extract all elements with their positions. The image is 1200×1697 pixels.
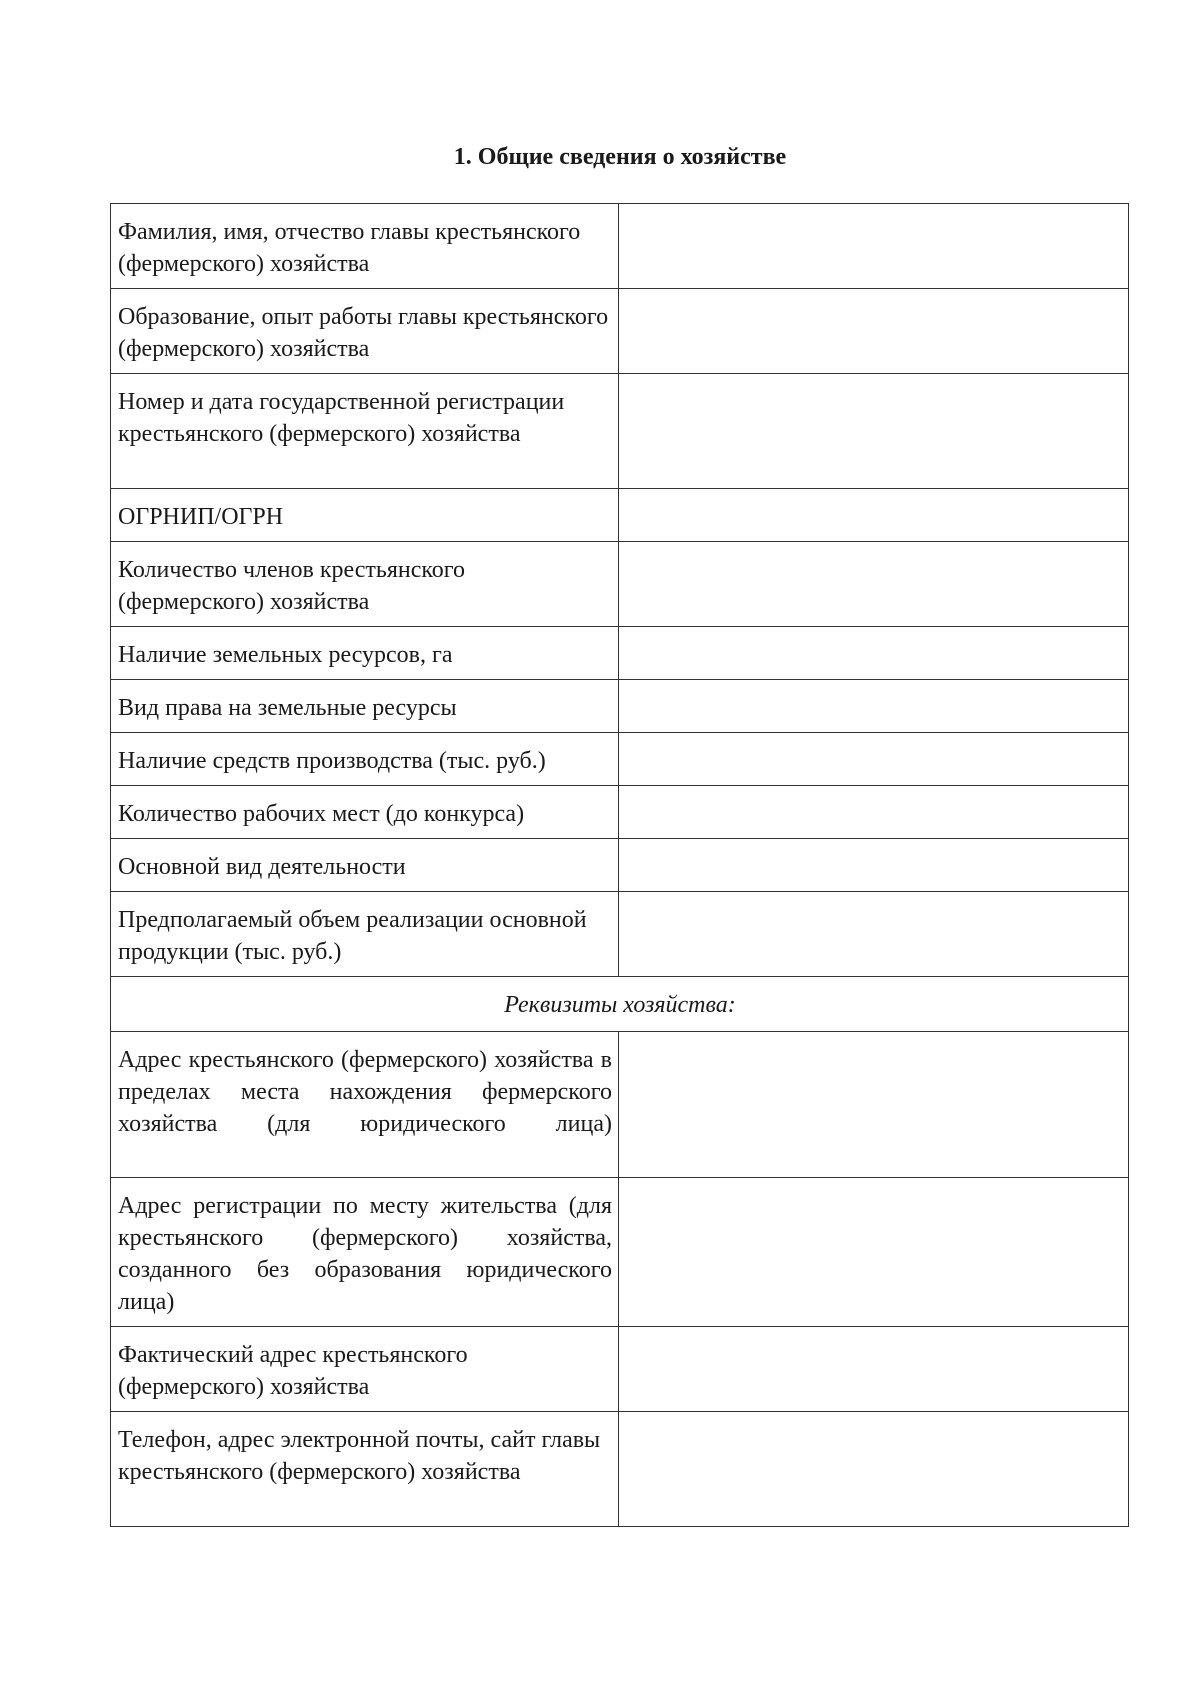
table-row xyxy=(111,786,1129,839)
row-value-land-resources[interactable] xyxy=(619,627,1129,680)
table-row xyxy=(111,892,1129,977)
row-label-contacts: Телефон, адрес электронной почты, сайт главы крестьянского (фермерского) хозяйства xyxy=(111,1412,619,1527)
row-value-registration[interactable] xyxy=(619,374,1129,489)
row-label-members-count: Количество членов крестьянского (фермерского) хозяйства xyxy=(111,542,619,627)
row-label-land-resources: Наличие земельных ресурсов, га xyxy=(111,627,619,680)
row-value-jobs-count[interactable] xyxy=(619,786,1129,839)
row-value-main-activity[interactable] xyxy=(619,839,1129,892)
row-value-education[interactable] xyxy=(619,289,1129,374)
table-row xyxy=(111,542,1129,627)
farm-info-table xyxy=(110,203,1129,1527)
table-row xyxy=(111,289,1129,374)
row-value-contacts[interactable] xyxy=(619,1412,1129,1527)
row-value-actual-address[interactable] xyxy=(619,1327,1129,1412)
section-heading: Реквизиты хозяйства: xyxy=(111,977,1129,1032)
table-row xyxy=(111,1032,1129,1178)
row-label-land-rights: Вид права на земельные ресурсы xyxy=(111,680,619,733)
row-value-means-of-production[interactable] xyxy=(619,733,1129,786)
row-label-means-of-production: Наличие средств производства (тыс. руб.) xyxy=(111,733,619,786)
row-label-sales-volume: Предполагаемый объем реализации основной продукции (тыс. руб.) xyxy=(111,892,619,977)
row-label-actual-address: Фактический адрес крестьянского (фермерского) хозяйства xyxy=(111,1327,619,1412)
table-row xyxy=(111,733,1129,786)
table-row xyxy=(111,204,1129,289)
row-label-main-activity: Основной вид деятельности xyxy=(111,839,619,892)
row-label-residence-address: Адрес регистрации по месту жительства (для крестьянского (фермерского) хозяйства, созданного без образования юридического лица) xyxy=(111,1178,619,1327)
table-row xyxy=(111,1178,1129,1327)
table-row xyxy=(111,1412,1129,1527)
section-row xyxy=(111,977,1129,1032)
page-title: 1. Общие сведения о хозяйстве xyxy=(453,144,787,170)
table-row xyxy=(111,627,1129,680)
row-label-legal-address: Адрес крестьянского (фермерского) хозяйства в пределах места нахождения фермерского хозяйства (для юридического лица) xyxy=(111,1032,619,1178)
row-value-sales-volume[interactable] xyxy=(619,892,1129,977)
row-value-ogrnip[interactable] xyxy=(619,489,1129,542)
table-row xyxy=(111,1327,1129,1412)
table-row xyxy=(111,489,1129,542)
row-value-head-name[interactable] xyxy=(619,204,1129,289)
row-label-jobs-count: Количество рабочих мест (до конкурса) xyxy=(111,786,619,839)
table-row xyxy=(111,839,1129,892)
row-value-legal-address[interactable] xyxy=(619,1032,1129,1178)
row-value-members-count[interactable] xyxy=(619,542,1129,627)
table-row xyxy=(111,680,1129,733)
row-label-education: Образование, опыт работы главы крестьянского (фермерского) хозяйства xyxy=(111,289,619,374)
table-row xyxy=(111,374,1129,489)
row-value-residence-address[interactable] xyxy=(619,1178,1129,1327)
row-label-registration: Номер и дата государственной регистрации крестьянского (фермерского) хозяйства xyxy=(111,374,619,489)
row-value-land-rights[interactable] xyxy=(619,680,1129,733)
row-label-head-name: Фамилия, имя, отчество главы крестьянского (фермерского) хозяйства xyxy=(111,204,619,289)
row-label-ogrnip: ОГРНИП/ОГРН xyxy=(111,489,619,542)
